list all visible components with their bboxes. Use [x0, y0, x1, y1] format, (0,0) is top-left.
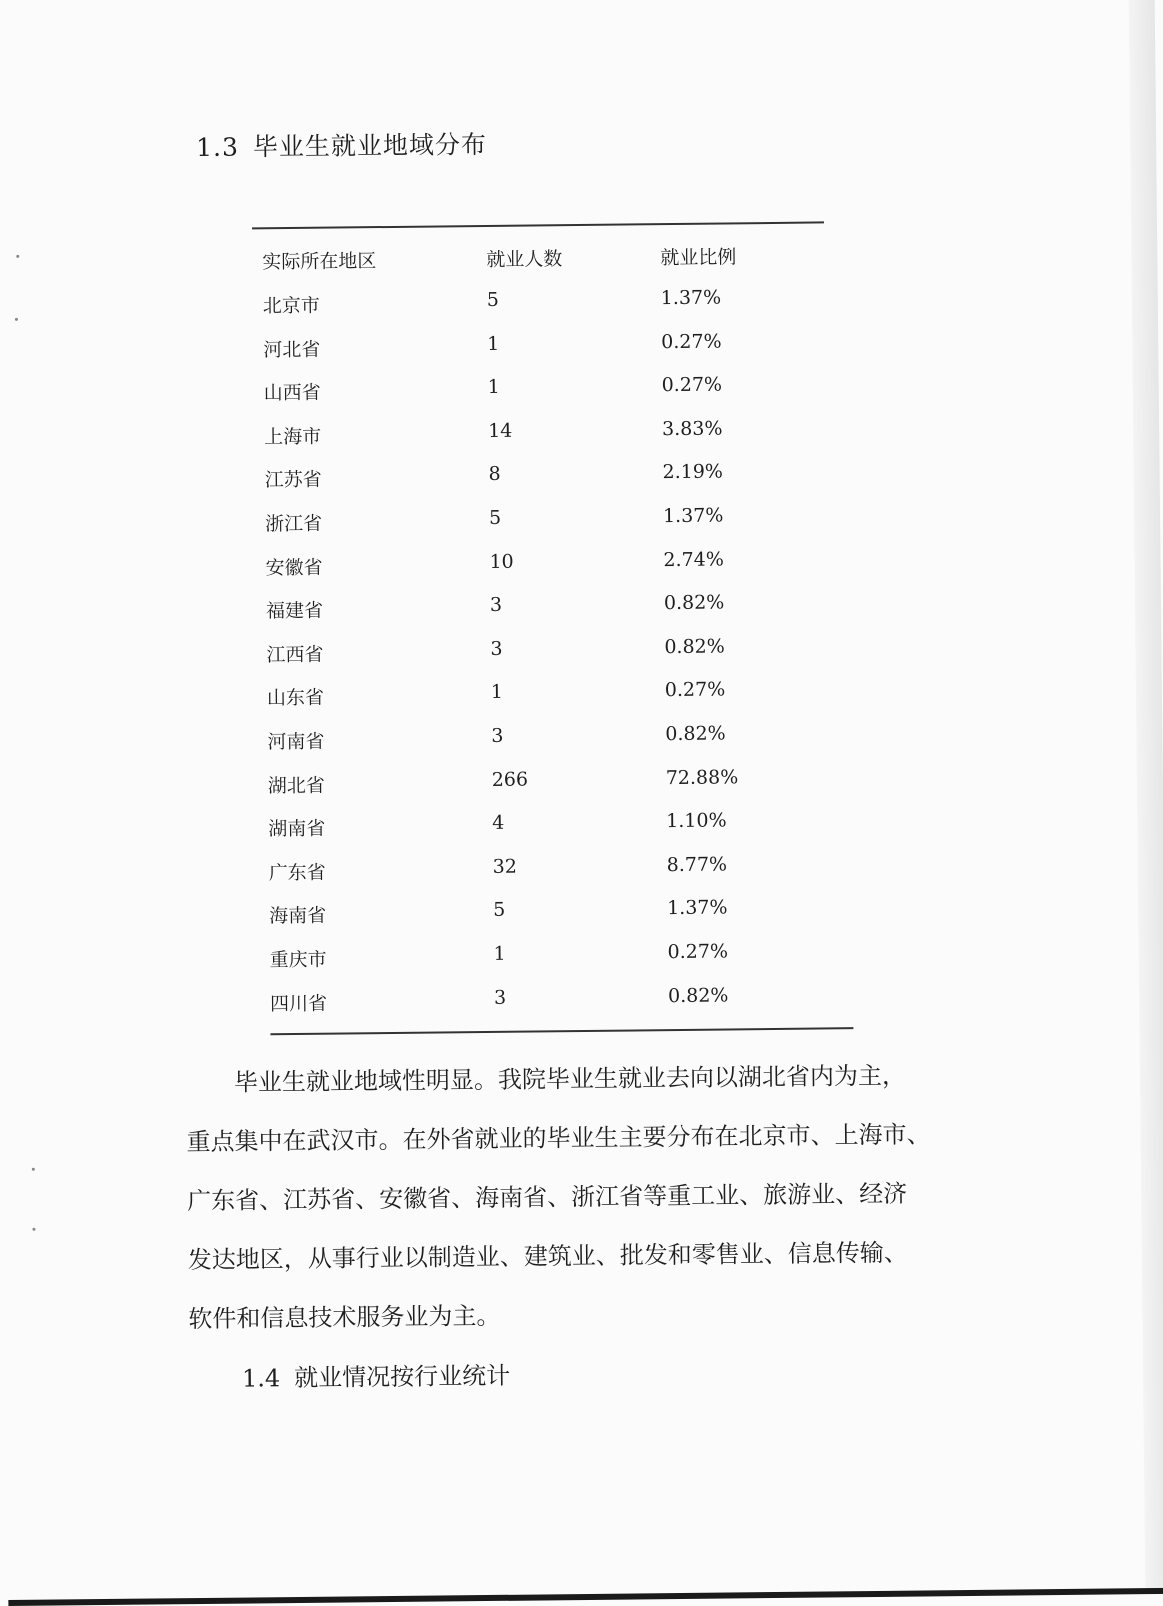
- ratio-cell: 0.27%: [661, 373, 723, 397]
- count-cell: 3: [490, 637, 503, 660]
- count-cell: 8: [488, 463, 501, 486]
- region-cell: 重庆市: [269, 948, 327, 972]
- next-section-heading: [242, 1356, 511, 1394]
- count-cell: 5: [488, 506, 502, 529]
- count-cell: 5: [493, 899, 506, 922]
- table-row: [267, 678, 827, 714]
- region-cell: 山东省: [266, 687, 325, 710]
- table-row: [266, 634, 826, 670]
- count-cell: 14: [488, 419, 513, 442]
- table-row: [270, 939, 830, 975]
- paragraph-line: 广东省、江苏省、安徽省、海南省、浙江省等重工业、旅游业、经济: [187, 1179, 908, 1216]
- ratio-cell: 8.77%: [666, 853, 728, 876]
- count-cell: 1: [487, 332, 500, 355]
- region-cell: 河北省: [263, 338, 321, 361]
- table-row: [265, 503, 825, 539]
- table-row: [264, 373, 824, 409]
- region-cell: 安徽省: [265, 556, 323, 579]
- table-row: [265, 547, 825, 583]
- scan-right-edge: [1129, 0, 1163, 1594]
- count-cell: 3: [491, 724, 504, 747]
- region-cell: 山西省: [263, 381, 321, 405]
- table-row: [267, 721, 827, 757]
- paragraph-line: 毕业生就业地域性明显。我院毕业生就业去向以湖北省内为主，: [233, 1061, 907, 1097]
- region-cell: 北京市: [262, 294, 320, 318]
- scan-bottom-edge: [8, 1588, 1163, 1606]
- table-row: [270, 983, 830, 1019]
- region-cell: 江西省: [266, 643, 324, 667]
- paragraph-line: 发达地区，从事行业以制造业、建筑业、批发和零售业、信息传输、: [187, 1238, 908, 1275]
- count-cell: 5: [486, 288, 499, 311]
- region-cell: 上海市: [264, 425, 322, 449]
- section-heading: [196, 125, 487, 164]
- table-row: [266, 591, 826, 627]
- count-cell: 266: [491, 768, 529, 791]
- region-cell: 河南省: [267, 730, 325, 754]
- table-row: [263, 329, 823, 365]
- scan-speck: [15, 318, 18, 321]
- region-cell: 江苏省: [264, 469, 322, 492]
- table-row: [269, 852, 829, 888]
- header-region: 实际所在地区: [262, 250, 377, 274]
- next-section-number: 1.4: [241, 1364, 281, 1393]
- ratio-cell: 1.37%: [660, 286, 722, 310]
- table-row: [268, 809, 828, 845]
- table-header: [262, 241, 822, 277]
- region-cell: 福建省: [265, 599, 324, 623]
- count-cell: 3: [493, 986, 507, 1009]
- ratio-cell: 0.27%: [664, 678, 726, 702]
- paragraph-line: 重点集中在武汉市。在外省就业的毕业生主要分布在北京市、上海市、: [186, 1120, 931, 1157]
- count-cell: 3: [489, 594, 503, 617]
- ratio-cell: 1.10%: [666, 809, 727, 833]
- scan-speck: [32, 1228, 35, 1231]
- table-row: [268, 765, 828, 801]
- table-row: [269, 896, 829, 932]
- ratio-cell: 3.83%: [662, 417, 723, 440]
- ratio-cell: 2.74%: [663, 548, 724, 571]
- section-title: 毕业生就业地域分布: [252, 129, 488, 162]
- section-number: 1.3: [195, 132, 240, 162]
- ratio-cell: 0.82%: [664, 635, 725, 658]
- ratio-cell: 2.19%: [662, 460, 724, 484]
- count-cell: 32: [492, 855, 517, 878]
- header-count: 就业人数: [486, 248, 563, 271]
- region-cell: 浙江省: [264, 512, 323, 536]
- count-cell: 1: [487, 376, 500, 399]
- region-cell: 湖南省: [268, 817, 326, 841]
- header-ratio: 就业比例: [660, 246, 737, 270]
- ratio-cell: 72.88%: [665, 765, 739, 789]
- table-row: [264, 460, 824, 496]
- scan-speck: [16, 255, 19, 258]
- next-section-title: 就业情况按行业统计: [294, 1361, 511, 1393]
- count-cell: 1: [490, 681, 504, 704]
- count-cell: 1: [493, 942, 506, 965]
- ratio-cell: 1.37%: [662, 504, 724, 528]
- paragraph-line: 软件和信息技术服务业为主。: [188, 1301, 501, 1334]
- ratio-cell: 0.82%: [665, 722, 726, 746]
- table-row: [264, 416, 824, 452]
- region-cell: 四川省: [270, 992, 328, 1015]
- region-cell: 海南省: [269, 905, 327, 928]
- table-top-rule: [252, 221, 824, 229]
- ratio-cell: 0.27%: [667, 940, 729, 964]
- count-cell: 10: [489, 550, 514, 573]
- region-cell: 广东省: [268, 861, 326, 885]
- table-row: [263, 285, 823, 321]
- scan-speck: [32, 1168, 35, 1171]
- ratio-cell: 0.82%: [663, 591, 725, 615]
- body-paragraph: [186, 1046, 1009, 1350]
- ratio-cell: 0.27%: [661, 330, 722, 353]
- table-bottom-rule: [270, 1027, 853, 1035]
- count-cell: 4: [492, 811, 505, 835]
- region-cell: 湖北省: [267, 774, 325, 797]
- ratio-cell: 0.82%: [667, 984, 729, 1007]
- ratio-cell: 1.37%: [667, 896, 728, 920]
